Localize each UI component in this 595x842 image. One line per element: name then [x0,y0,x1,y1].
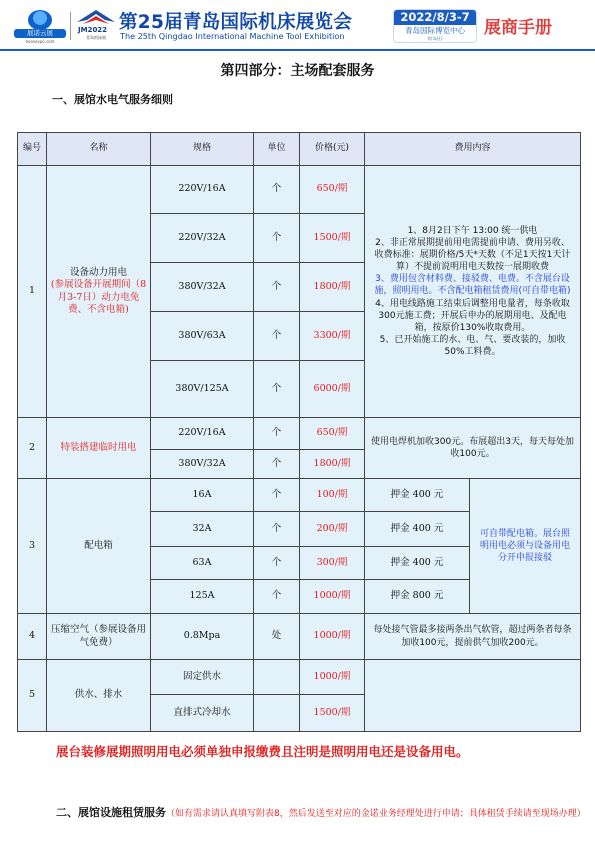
jm-logo-sub: 青岛机床展 [86,35,106,40]
spec-cell: 固定供水 [151,660,254,695]
row2-no: 2 [18,418,47,479]
venue-sub: (红岛区) [427,36,443,41]
date-venue-badge [393,9,477,43]
header-name: 名称 [47,133,151,166]
unit-cell [254,695,300,732]
hoosexpo-logo [14,10,66,44]
header-rule [0,49,595,51]
unit-cell: 个 [254,214,300,263]
spec-cell: 380V/125A [151,361,254,418]
price-cell: 1000/期 [300,614,365,660]
spec-cell: 380V/32A [151,450,254,479]
table-row [18,418,581,450]
fee-line: 4、用电线路施工结束后调整用电量者，每条收取300元施工费；开展后申办的展期用电、及配电箱，按原价130%收取费用。 [375,298,570,333]
fee-line: 2、非正常展期提前用电需提前申请、费用另收、收费标准：展期价格/5天*天数（不足1天按1天计算）不提前说明用电天数按一展期收费 [374,237,571,273]
spec-cell: 220V/32A [151,214,254,263]
section1-title: 一、展馆水电气服务细则 [52,93,173,106]
price-cell: 1800/期 [300,263,365,312]
price-cell: 650/期 [300,418,365,450]
unit-cell: 个 [254,547,300,580]
row1-name [47,166,151,418]
price-cell: 3300/期 [300,312,365,361]
row4-no: 4 [18,614,47,660]
row5-name: 供水、排水 [47,660,151,732]
section2 [56,803,586,824]
price-cell: 1500/期 [300,695,365,732]
deposit-cell: 押金 400 元 [365,512,470,547]
unit-cell [254,660,300,695]
fee-line: 3、费用包含材料费、接驳费、电费。不含展台设施，照明用电。不含配电箱租赁费用(可自带电箱) [374,274,571,297]
header-fee: 费用内容 [365,133,581,166]
exhibition-date: 2022/8/3-7 [394,10,476,25]
row1-no: 1 [18,166,47,418]
price-cell: 1800/期 [300,450,365,479]
venue-name: 青岛国际博览中心 [405,26,465,35]
spec-cell: 380V/63A [151,312,254,361]
header-no: 编号 [18,133,47,166]
table-row [18,614,581,660]
row4-name: 压缩空气（参展设备用气免费） [47,614,151,660]
header-spec: 规格 [151,133,254,166]
jm2022-logo [75,8,117,44]
unit-cell: 个 [254,312,300,361]
section2-title: 二、展馆设施租赁服务 [56,806,166,819]
exhibition-title-en: The 25th Qingdao International Machine Tool Exhibition [120,31,345,41]
row4-fee: 每处接气管最多接两条出气软管，超过两条者每条加收100元，提前供气加收200元。 [365,614,581,660]
price-cell: 300/期 [300,547,365,580]
spec-cell: 63A [151,547,254,580]
exhibition-title-cn: 第25届青岛国际机床展览会 [119,12,353,33]
deposit-cell: 押金 400 元 [365,479,470,512]
section2-note: （如有需求请认真填写附表8，然后发送至对应的金诺业务经理处进行申请；具体租赁手续请至现场办理） [166,809,586,819]
part-title: 第四部分：主场配套服务 [220,63,375,79]
spec-cell: 16A [151,479,254,512]
row1-name-main: 设备动力用电 [69,266,127,278]
unit-cell: 个 [254,580,300,614]
row3-name: 配电箱 [47,479,151,614]
deposit-cell: 押金 400 元 [365,547,470,580]
table-row [18,660,581,695]
unit-cell: 个 [254,512,300,547]
deposit-cell: 押金 800 元 [365,580,470,614]
header-divider [70,12,71,40]
price-cell: 1500/期 [300,214,365,263]
lighting-notice: 展台装修展期照明用电必须单独申报缴费且注明是照明用电还是设备用电。 [56,744,469,759]
price-cell: 650/期 [300,166,365,214]
table-row [18,479,581,512]
row1-name-note: (参展设备开展期间（8月3-7日）动力电免费、不含电箱) [50,279,147,315]
price-cell: 100/期 [300,479,365,512]
spec-cell: 直排式冷却水 [151,695,254,732]
row3-no: 3 [18,479,47,614]
unit-cell: 个 [254,418,300,450]
cloud-logo-icon [28,10,52,30]
unit-cell: 个 [254,361,300,418]
table-row [18,166,581,214]
logo-text: 展诺云展 [14,29,66,38]
header [0,0,595,50]
unit-cell: 个 [254,166,300,214]
spec-cell: 220V/16A [151,166,254,214]
header-price: 价格(元) [300,133,365,166]
spec-cell: 125A [151,580,254,614]
price-cell: 1000/期 [300,580,365,614]
unit-cell: 个 [254,450,300,479]
price-cell: 6000/期 [300,361,365,418]
row5-fee [365,660,581,732]
unit-cell: 处 [254,614,300,660]
row3-note: 可自带配电箱。展台照明用电必须与设备用电分开申报接驳 [470,479,581,614]
service-fee-table [17,132,581,732]
price-cell: 1000/期 [300,660,365,695]
jm-wing-icon [75,8,117,26]
spec-cell: 0.8Mpa [151,614,254,660]
header-unit: 单位 [254,133,300,166]
fee-line: 1、8月2日下午 13:00 统一供电 [407,225,538,236]
price-cell: 200/期 [300,512,365,547]
handbook-title: 展商手册 [484,18,552,38]
row2-fee: 使用电焊机加收300元。布展超出3天，每天每处加收100元。 [365,418,581,479]
logo-url: hoosexpo.com [25,39,55,44]
fee-line: 5、已开始施工的水、电、气、要改装的，加收50%工料费。 [379,334,566,358]
spec-cell: 32A [151,512,254,547]
unit-cell: 个 [254,479,300,512]
row2-name: 特装搭建临时用电 [47,418,151,479]
table-header-row [18,133,581,166]
spec-cell: 220V/16A [151,418,254,450]
unit-cell: 个 [254,263,300,312]
jm-logo-text: JM2022 [78,26,108,34]
row1-fee [365,166,581,418]
spec-cell: 380V/32A [151,263,254,312]
row5-no: 5 [18,660,47,732]
